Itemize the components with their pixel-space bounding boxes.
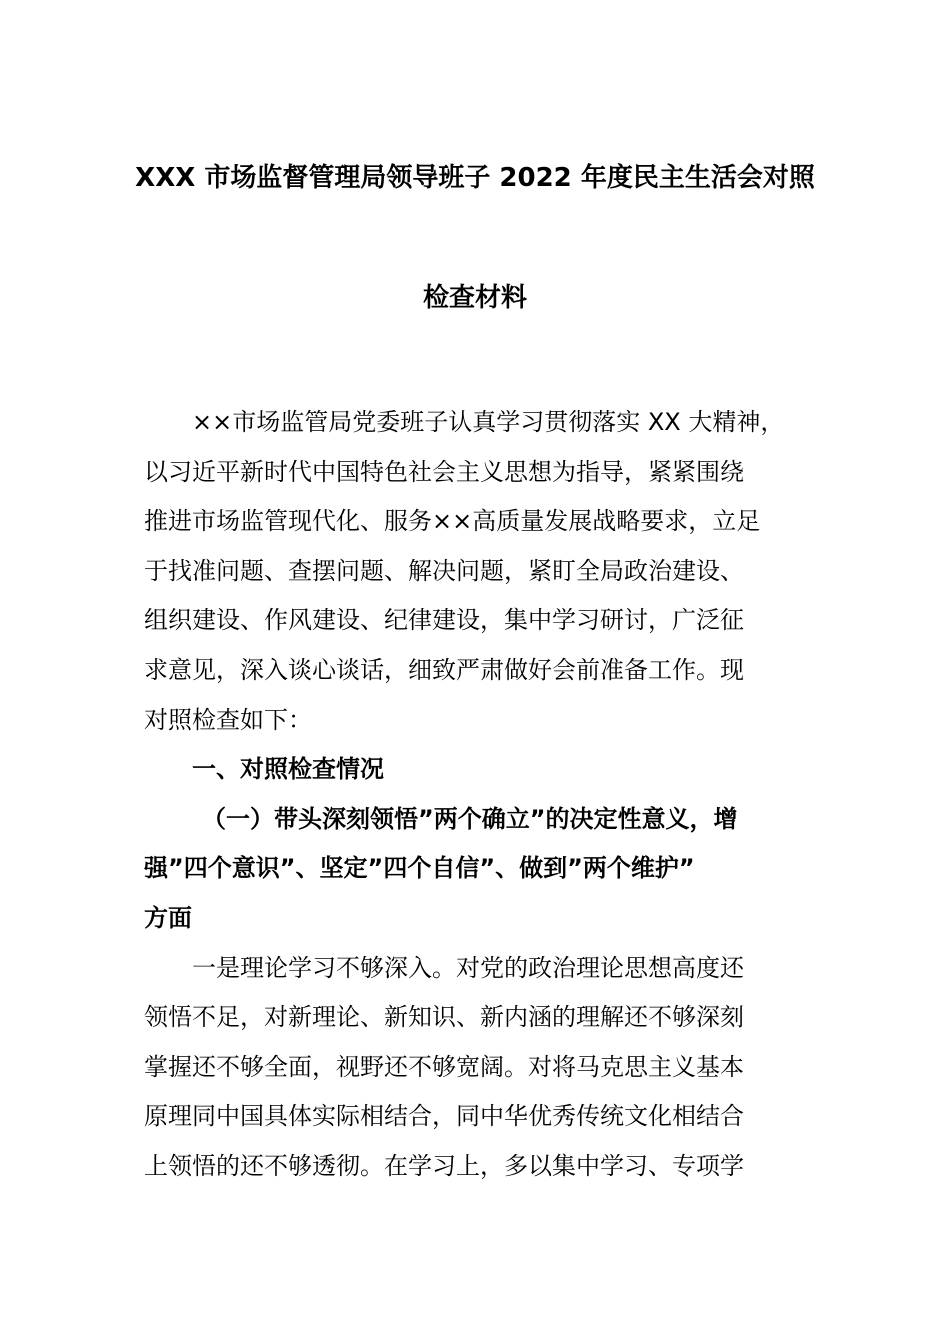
text-line: 推进市场监管现代化、服务××高质量发展战略要求，立足 <box>144 507 761 536</box>
text-line: 组织建设、作风建设、纪律建设，集中学习研讨，广泛征 <box>144 606 744 635</box>
text-line: 原理同中国具体实际相结合，同中华优秀传统文化相结合 <box>144 1102 744 1131</box>
text-line: 领悟不足，对新理论、新知识、新内涵的理解还不够深刻 <box>144 1003 744 1032</box>
text-line: 于找准问题、查摆问题、解决问题，紧盯全局政治建设、 <box>144 556 744 585</box>
heading-text: 一、对照检查情况 <box>192 755 384 784</box>
text-line: 一是理论学习不够深入。对党的政治理论思想高度还 <box>192 953 744 982</box>
text-line: 求意见，深入谈心谈话，细致严肃做好会前准备工作。现 <box>144 655 744 684</box>
point-paragraph <box>144 944 810 1192</box>
text-line: 对照检查如下： <box>144 705 312 734</box>
section-heading <box>144 745 810 795</box>
document-title-line-2: 检查材料 <box>422 283 527 313</box>
text-line: ××市场监管局党委班子认真学习贯彻落实 XX 大精神， <box>192 408 785 436</box>
text-line: 强”四个意识”、坚定”四个自信”、做到”两个维护” <box>144 854 695 883</box>
intro-paragraph <box>144 398 810 745</box>
subsection-heading <box>144 795 810 944</box>
text-line: 方面 <box>144 903 192 932</box>
text-line: （一）带头深刻领悟”两个确立”的决定性意义，增 <box>202 804 738 833</box>
text-line: 以习近平新时代中国特色社会主义思想为指导，紧紧围绕 <box>144 457 744 486</box>
text-line: 掌握还不够全面，视野还不够宽阔。对将马克思主义基本 <box>144 1052 744 1081</box>
text-line: 上领悟的还不够透彻。在学习上，多以集中学习、专项学 <box>144 1151 744 1180</box>
document-body <box>144 398 810 1192</box>
document-title-line-1: XXX 市场监督管理局领导班子 2022 年度民主生活会对照 <box>135 163 815 193</box>
